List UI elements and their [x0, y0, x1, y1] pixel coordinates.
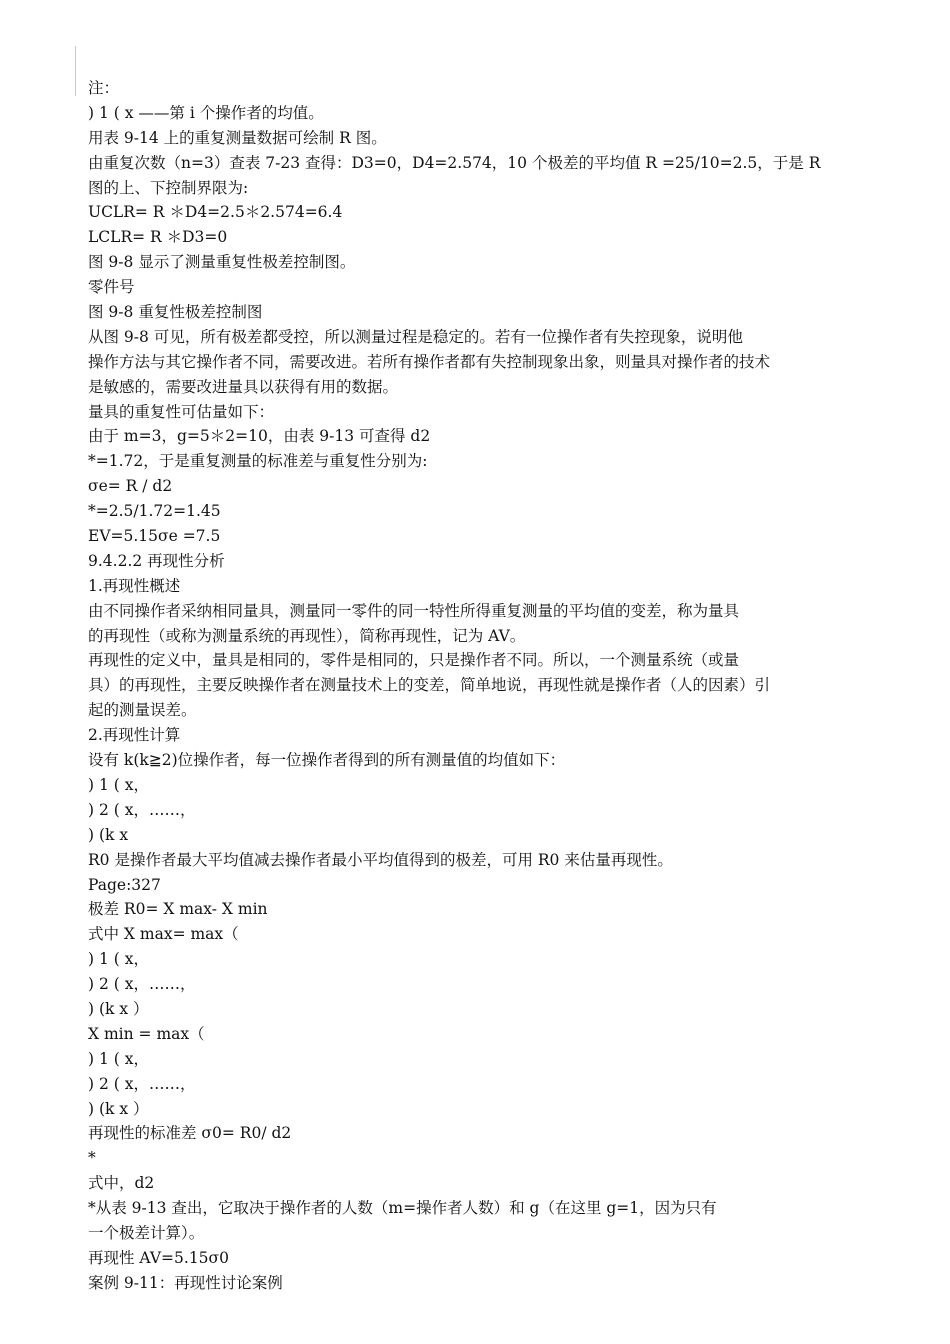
text-line: 用表 9-14 上的重复测量数据可绘制 R 图。 — [88, 128, 387, 147]
text-line: UCLR= R ＊D4=2.5＊2.574=6.4 — [88, 203, 343, 222]
text-line: 案例 9-11：再现性讨论案例 — [88, 1273, 283, 1292]
text-line: 极差 R0= X max- X min — [88, 900, 268, 919]
text-line: 一个极差计算）。 — [88, 1223, 205, 1242]
text-line: 1.再现性概述 — [88, 576, 181, 595]
text-line: 由于 m=3，g=5＊2=10，由表 9-13 可查得 d2 — [88, 427, 431, 446]
text-line: 再现性的定义中，量具是相同的，零件是相同的，只是操作者不同。所以，一个测量系统（或量 — [88, 651, 740, 670]
text-line: 图 9-8 重复性极差控制图 — [88, 303, 263, 322]
text-line: *=1.72，于是重复测量的标准差与重复性分别为: — [88, 452, 428, 471]
text-line: ) 1 ( x， — [88, 1049, 149, 1068]
text-line: R0 是操作者最大平均值减去操作者最小平均值得到的极差，可用 R0 来估量再现性。 — [88, 850, 673, 869]
text-line: 注： — [88, 79, 120, 97]
text-line: 9.4.2.2 再现性分析 — [88, 551, 225, 570]
text-line: LCLR= R ＊D3=0 — [88, 228, 228, 247]
text-line: 式中，d2 — [88, 1174, 155, 1193]
document-body — [88, 76, 868, 1296]
text-line: 的再现性（或称为测量系统的再现性），简称再现性，记为 AV。 — [88, 626, 526, 645]
text-line: 2.再现性计算 — [88, 726, 181, 745]
text-line: ) 2 ( x，……， — [88, 1074, 196, 1093]
text-line: EV=5.15σe =7.5 — [88, 527, 221, 546]
text-line: 起的测量误差。 — [88, 701, 197, 720]
text-line: ) 1 ( x ——第 i 个操作者的均值。 — [88, 103, 324, 122]
text-line: *从表 9-13 查出，它取决于操作者的人数（m=操作者人数）和 g（在这里 g=1，因为只有 — [88, 1199, 717, 1218]
text-line: ) 2 ( x，……， — [88, 800, 196, 819]
text-line: 零件号 — [88, 278, 135, 297]
text-line: 由不同操作者采纳相同量具，测量同一零件的同一特性所得重复测量的平均值的变差，称为量具 — [88, 601, 740, 620]
text-line: ) 1 ( x， — [88, 775, 149, 794]
text-line: 操作方法与其它操作者不同，需要改进。若所有操作者都有失控制现象出象，则量具对操作者的技术 — [88, 352, 771, 371]
text-line: ) (k x ） — [88, 1099, 149, 1118]
text-line: 图 9-8 显示了测量重复性极差控制图。 — [88, 253, 356, 272]
text-line: σe= R / d2 — [88, 477, 173, 496]
text-line: *=2.5/1.72=1.45 — [88, 502, 221, 521]
text-line: ) 2 ( x，……， — [88, 975, 196, 994]
text-line: 具）的再现性，主要反映操作者在测量技术上的变差，简单地说，再现性就是操作者（人的因素）引 — [88, 676, 771, 695]
text-line: 设有 k(k≧2)位操作者，每一位操作者得到的所有测量值的均值如下： — [88, 751, 566, 770]
margin-marker — [75, 46, 76, 96]
text-line: 再现性 AV=5.15σ0 — [88, 1248, 229, 1267]
text-line: ) (k x — [88, 825, 129, 844]
text-line: 从图 9-8 可见，所有极差都受控，所以测量过程是稳定的。若有一位操作者有失控现象，说明他 — [88, 327, 743, 346]
text-line: X min = max（ — [88, 1024, 205, 1043]
text-line: 是敏感的，需要改进量具以获得有用的数据。 — [88, 377, 399, 396]
text-line: 量具的重复性可估量如下： — [88, 402, 275, 421]
text-line: 图的上、下控制界限为: — [88, 178, 249, 197]
text-line: ) 1 ( x， — [88, 950, 149, 969]
text-line: Page:327 — [88, 875, 161, 894]
text-line: 式中 X max= max（ — [88, 925, 239, 944]
text-line: 再现性的标准差 σ0= R0/ d2 — [88, 1124, 292, 1143]
text-line: ) (k x ） — [88, 999, 149, 1018]
text-line: * — [88, 1149, 96, 1168]
text-line: 由重复次数（n=3）查表 7-23 查得：D3=0，D4=2.574，10 个极差的平均值 R =25/10=2.5，于是 R — [88, 153, 821, 172]
